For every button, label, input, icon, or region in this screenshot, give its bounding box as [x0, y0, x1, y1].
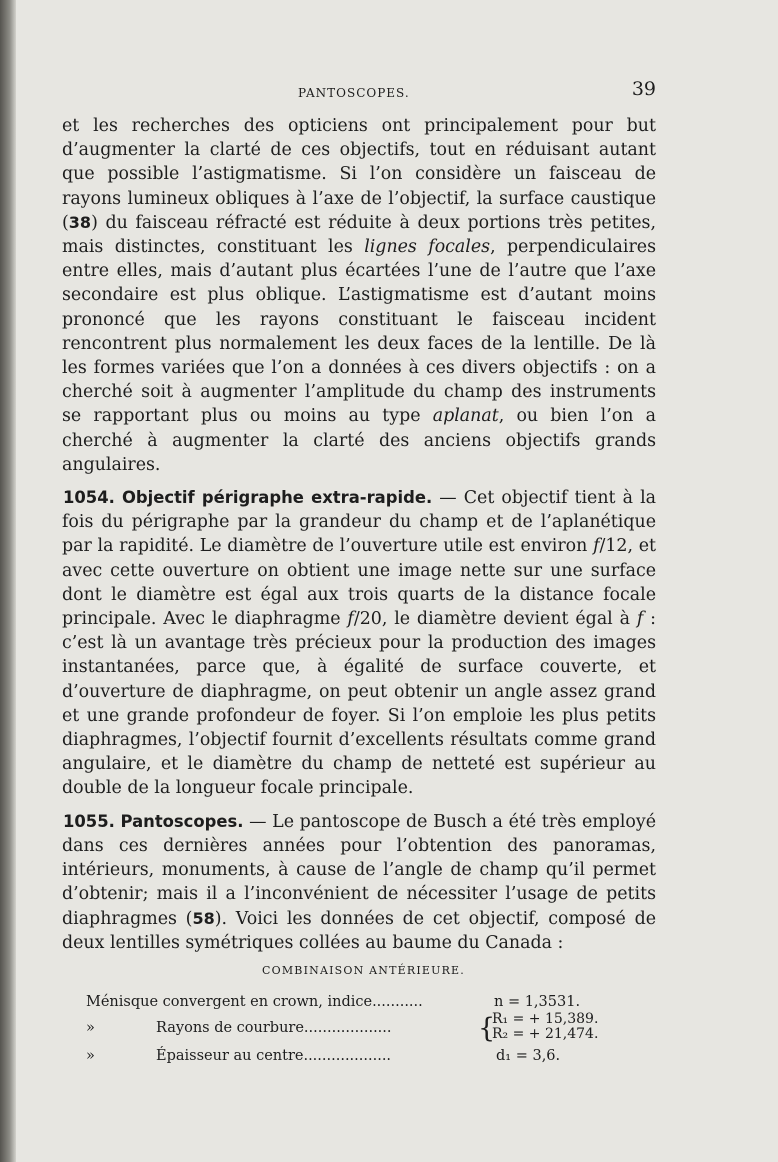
row-label [86, 1048, 391, 1064]
text-run: — Le pantoscope de Busch a été très employé dans ces dernières années pour l’obtention des panoramas, intérieurs, monuments, à cause de l’angle de champ qu’il permet d’obtenir; mais il a l’inconvénient de nécessiter l’usage de petits diaphragmes ( [62, 811, 657, 929]
cross-reference: 58 [192, 908, 215, 928]
cross-reference: 38 [68, 212, 92, 232]
row-value: n = 1,3531. [494, 994, 581, 1010]
row-label: Ménisque convergent en crown, indice........... [86, 994, 423, 1010]
emphasis: lignes focales [364, 237, 491, 258]
emphasis: aplanat [432, 406, 499, 427]
book-binding-shadow [0, 0, 16, 1162]
section-1054 [62, 486, 656, 801]
emphasis: f [347, 609, 354, 630]
ditto-mark: » [86, 1048, 95, 1064]
emphasis: f [593, 536, 600, 557]
text-run: /20, le diamètre devient égal à [353, 609, 637, 630]
text-run: ). Voici les données de cet objectif, composé de deux lentilles symétriques collées au baume du Canada : [62, 908, 656, 953]
row-value: d₁ = 3,6. [496, 1048, 561, 1064]
section-number: 1054. [63, 488, 115, 508]
table-caption: COMBINAISON ANTÉRIEURE. [262, 964, 465, 977]
emphasis: f [636, 609, 644, 630]
row-value: R₁ = + 15,389. [492, 1011, 599, 1027]
row-label-text: Rayons de courbure................... [156, 1020, 392, 1036]
row-label-text: Épaisseur au centre................... [156, 1048, 392, 1064]
section-title: Pantoscopes. [120, 811, 244, 831]
text-run: — Cet objectif tient à la fois du périgraphe par la grandeur du champ et de l’aplanétique par la rapidité. Le diamètre de l’ouverture utile est environ [62, 488, 656, 557]
body-text [62, 114, 656, 955]
text-run: /12, et avec cette ouverture on obtient une image nette sur une surface dont le diamètre est égal aux trois quarts de la distance focale principale. Avec le diaphragme [62, 536, 657, 630]
text-run: ) du faisceau réfracté est réduite à deux portions très petites, mais distinctes, constituant les [62, 212, 656, 258]
page-header [62, 78, 656, 106]
row-label [86, 1020, 392, 1036]
text-run: , ou bien l’on a cherché à augmenter la clarté des anciens objectifs grands angulaires. [62, 406, 656, 475]
section-title: Objectif périgraphe extra-rapide. [121, 488, 433, 508]
paragraph-continuation [62, 114, 656, 477]
text-run: : c’est là un avantage très précieux pour la production des images instantanées, parce que, à égalité de surface couverte, et d’ouverture de diaphragme, on peut obtenir un angle assez grand et une grande profondeur de foyer. Si l’on emploie les plus petits diaphragmes, l’objectif fournit d’excellents résultats comme grand angulaire, et le diamètre du champ de netteté est supérieur au double de la longueur focale principale. [62, 609, 657, 799]
running-head: PANTOSCOPES. [298, 86, 410, 100]
section-1055 [62, 810, 656, 955]
text-run: et les recherches des opticiens ont principalement pour but d’augmenter la clarté de ces objectifs, tout en réduisant autant que possible l’astigmatisme. Si l’on considère un faisceau de rayons lumineux obliques à l’axe de l’objectif, la surface caustique ( [62, 116, 656, 233]
text-run: , perpendiculaires entre elles, mais d’autant plus écartées l’une de l’autre que l’axe secondaire est plus oblique. L’astigmatisme est d’autant moins prononcé que les rayons constituant le faisceau incident rencontrent plus normalement les deux faces de la lentille. De là les formes variées que l’on a données à ces divers objectifs : on a cherché soit à augmenter l’amplitude du champ des instruments se rapportant plus ou moins au type [62, 237, 657, 427]
page-number: 39 [631, 78, 656, 100]
row-value: R₂ = + 21,474. [492, 1026, 599, 1042]
radius-values [492, 1012, 598, 1042]
ditto-mark: » [86, 1020, 95, 1036]
brace: { [478, 1013, 496, 1044]
section-number: 1055. [63, 811, 115, 831]
